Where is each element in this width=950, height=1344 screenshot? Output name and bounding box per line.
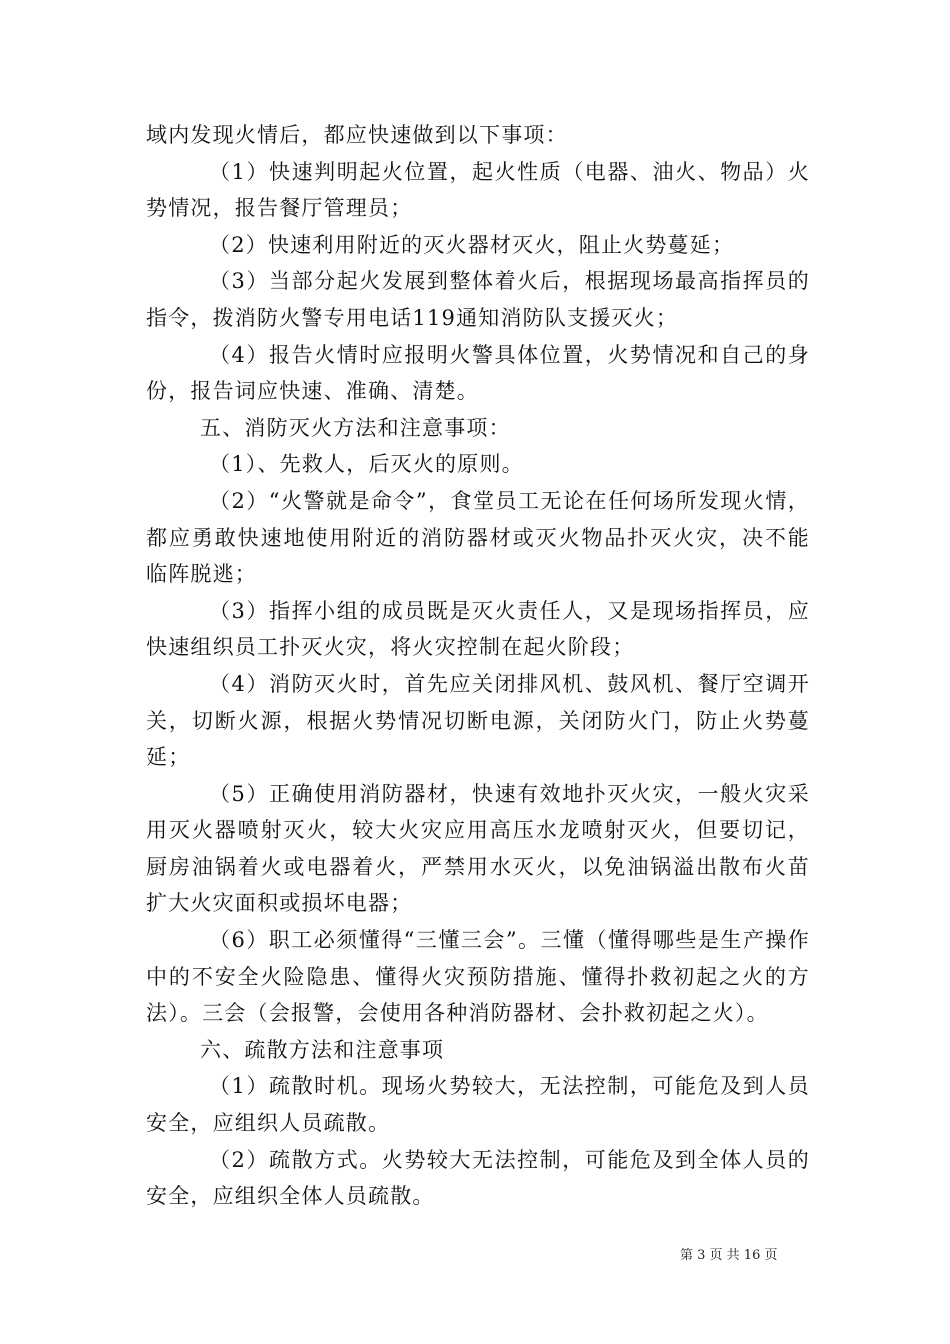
list-item: （2）快速利用附近的灭火器材灭火，阻止火势蔓延； <box>209 232 735 257</box>
list-item: （2）“火警就是命令”，食堂员工无论在任何场所发现火情，都应勇敢快速地使用附近的消防器材或灭火物品扑灭火灾，决不能临阵脱逃； <box>146 488 810 587</box>
list-item: （1）疏散时机。现场火势较大，无法控制，可能危及到人员安全，应组织人员疏散。 <box>146 1074 810 1136</box>
paragraph-continuation: 域内发现火情后，都应快速做到以下事项： <box>146 123 568 147</box>
list-item: （2）疏散方式。火势较大无法控制，可能危及到全体人员的安全，应组织全体人员疏散。 <box>146 1147 810 1209</box>
list-item: （4）报告火情时应报明火警具体位置，火势情况和自己的身份，报告词应快速、准确、清楚。 <box>146 342 810 404</box>
section-heading: 五、消防灭火方法和注意事项： <box>200 415 511 440</box>
list-item: （3）当部分起火发展到整体着火后，根据现场最高指挥员的指令，拨消防火警专用电话119通知消防队支援灭火； <box>146 269 810 330</box>
section-heading: 六、疏散方法和注意事项 <box>200 1037 445 1062</box>
list-item: （3）指挥小组的成员既是灭火责任人，又是现场指挥员，应快速组织员工扑灭火灾，将火灾控制在起火阶段； <box>146 598 810 660</box>
list-item: （1）、先救人，后灭火的原则。 <box>209 452 524 477</box>
list-item: （4）消防灭火时，首先应关闭排风机、鼓风机、餐厅空调开关，切断火源，根据火势情况切断电源，关闭防火门，防止火势蔓延； <box>146 671 810 770</box>
list-item: （6）职工必须懂得“三懂三会”。三懂（懂得哪些是生产操作中的不安全火险隐患、懂得火灾预防措施、懂得扑救初起之火的方法）。三会（会报警，会使用各种消防器材、会扑救初起之火）。 <box>146 928 810 1026</box>
page-number: 第 3 页 共 16 页 <box>680 1248 778 1263</box>
list-item: （1）快速判明起火位置，起火性质（电器、油火、物品）火势情况，报告餐厅管理员； <box>146 159 810 221</box>
list-item: （5）正确使用消防器材，快速有效地扑灭火灾，一般火灾采用灭火器喷射灭火，较大火灾应用高压水龙喷射灭火，但要切记，厨房油锅着火或电器着火，严禁用水灭火，以免油锅溢出散布火苗扩大火灾面积或损坏电器； <box>146 781 810 916</box>
document-body <box>146 117 810 1215</box>
